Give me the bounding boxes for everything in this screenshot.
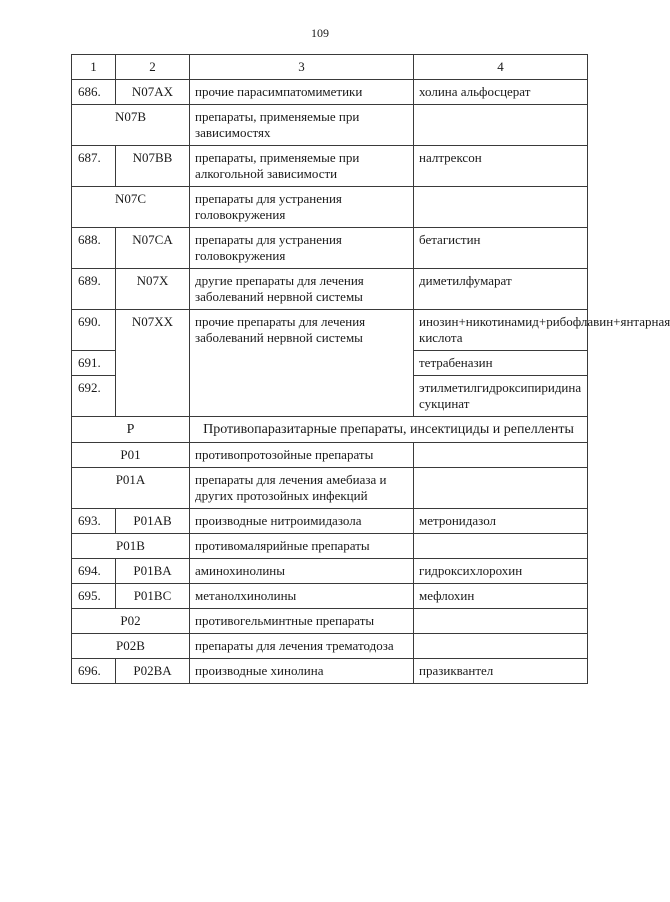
row-number: 687. — [72, 146, 116, 187]
drug-name: мефлохин — [414, 584, 588, 609]
table-row — [72, 146, 588, 187]
atc-code: P02 — [72, 609, 190, 634]
header-col-4: 4 — [414, 55, 588, 80]
drug-name: холина альфосцерат — [414, 80, 588, 105]
drug-name — [414, 634, 588, 659]
drug-name — [414, 443, 588, 468]
drug-name: бетагистин — [414, 228, 588, 269]
atc-code: N07B — [72, 105, 190, 146]
group-description: прочие препараты для лечения заболеваний нервной системы — [190, 310, 414, 417]
section-code: P — [72, 417, 190, 443]
drug-name: инозин+никотинамид+рибофлавин+янтарная кислота — [414, 310, 588, 351]
row-number: 694. — [72, 559, 116, 584]
drug-name — [414, 468, 588, 509]
table-row — [72, 534, 588, 559]
table-row — [72, 509, 588, 534]
group-description: противогельминтные препараты — [190, 609, 414, 634]
group-description: метанолхинолины — [190, 584, 414, 609]
group-description: прочие парасимпатомиметики — [190, 80, 414, 105]
table-row — [72, 105, 588, 146]
drug-name — [414, 105, 588, 146]
group-description: препараты, применяемые при зависимостях — [190, 105, 414, 146]
group-description: препараты для устранения головокружения — [190, 228, 414, 269]
header-col-2: 2 — [116, 55, 190, 80]
atc-code: N07XX — [116, 310, 190, 417]
row-number: 689. — [72, 269, 116, 310]
atc-code: N07C — [72, 187, 190, 228]
atc-code: P01B — [72, 534, 190, 559]
group-description: препараты для устранения головокружения — [190, 187, 414, 228]
header-col-1: 1 — [72, 55, 116, 80]
table-row — [72, 659, 588, 684]
row-number: 696. — [72, 659, 116, 684]
table-row — [72, 634, 588, 659]
atc-code: N07CA — [116, 228, 190, 269]
table-row — [72, 310, 588, 351]
table-header-row — [72, 55, 588, 80]
table-row — [72, 269, 588, 310]
atc-code: P01 — [72, 443, 190, 468]
atc-code: P02BA — [116, 659, 190, 684]
row-number: 695. — [72, 584, 116, 609]
table-row — [72, 609, 588, 634]
atc-code: N07AX — [116, 80, 190, 105]
group-description: препараты, применяемые при алкогольной зависимости — [190, 146, 414, 187]
row-number: 692. — [72, 376, 116, 417]
atc-code: P01AB — [116, 509, 190, 534]
drug-name: диметилфумарат — [414, 269, 588, 310]
table-row — [72, 228, 588, 269]
row-number: 686. — [72, 80, 116, 105]
group-description: препараты для лечения амебиаза и других протозойных инфекций — [190, 468, 414, 509]
section-row — [72, 417, 588, 443]
drug-name: этилметилгидроксипиридина сукцинат — [414, 376, 588, 417]
drug-name: тетрабеназин — [414, 351, 588, 376]
atc-code: N07X — [116, 269, 190, 310]
atc-code: N07BB — [116, 146, 190, 187]
group-description: производные хинолина — [190, 659, 414, 684]
table-row — [72, 584, 588, 609]
table-row — [72, 559, 588, 584]
drug-name — [414, 534, 588, 559]
drug-classification-table — [71, 54, 670, 684]
table-row — [72, 80, 588, 105]
table-row — [72, 443, 588, 468]
drug-name: метронидазол — [414, 509, 588, 534]
row-number: 693. — [72, 509, 116, 534]
drug-name — [414, 609, 588, 634]
drug-name: празиквантел — [414, 659, 588, 684]
section-title: Противопаразитарные препараты, инсектициды и репелленты — [190, 417, 588, 443]
atc-code: P02B — [72, 634, 190, 659]
table-row — [72, 187, 588, 228]
group-description: аминохинолины — [190, 559, 414, 584]
row-number: 691. — [72, 351, 116, 376]
atc-code: P01BC — [116, 584, 190, 609]
group-description: противопротозойные препараты — [190, 443, 414, 468]
group-description: противомалярийные препараты — [190, 534, 414, 559]
group-description: препараты для лечения трематодоза — [190, 634, 414, 659]
drug-name: гидроксихлорохин — [414, 559, 588, 584]
atc-code: P01A — [72, 468, 190, 509]
drug-name: налтрексон — [414, 146, 588, 187]
header-col-3: 3 — [190, 55, 414, 80]
atc-code: P01BA — [116, 559, 190, 584]
group-description: производные нитроимидазола — [190, 509, 414, 534]
group-description: другие препараты для лечения заболеваний нервной системы — [190, 269, 414, 310]
row-number: 688. — [72, 228, 116, 269]
row-number: 690. — [72, 310, 116, 351]
table-row — [72, 468, 588, 509]
page-number: 109 — [311, 26, 329, 40]
drug-name — [414, 187, 588, 228]
